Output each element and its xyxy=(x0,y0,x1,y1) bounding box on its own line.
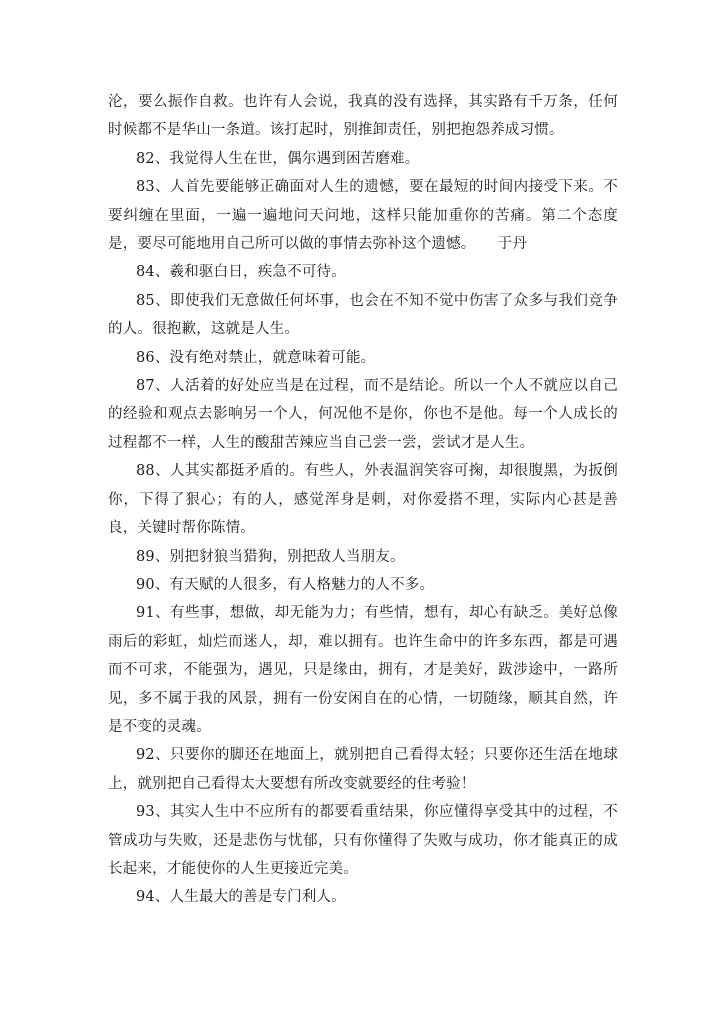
paragraph-83: 83、人首先要能够正确面对人生的遗憾，要在最短的时间内接受下来。不要纠缠在里面，一遍一遍地问天问地，这样只能加重你的苦痛。第二个态度是，要尽可能地用自己所可以做的事情去弥补这个遗憾。 于丹 xyxy=(108,179,618,253)
paragraph-85: 85、即使我们无意做任何坏事，也会在不知不觉中伤害了众多与我们竞争的人。很抱歉，这就是人生。 xyxy=(108,292,618,338)
paragraph-82: 82、我觉得人生在世，偶尔遇到困苦磨难。 xyxy=(136,150,420,167)
paragraph-91: 91、有些事，想做，却无能为力；有些情，想有，却心有缺乏。美好总像雨后的彩虹，灿烂而迷人，却，难以拥有。也许生命中的许多东西，都是可遇而不可求，不能强为，遇见，只是缘由，拥有，才是美好，跋涉途中，一路所见，多不属于我的风景，拥有一份安闲自在的心情，一切随缘，顺其自然，许是不变的灵魂。 xyxy=(108,605,618,735)
paragraph-90: 90、有天赋的人很多，有人格魅力的人不多。 xyxy=(136,576,435,593)
paragraph-94: 94、人生最大的善是专门利人。 xyxy=(136,889,346,906)
paragraph-89: 89、别把豺狼当猎狗，别把敌人当朋友。 xyxy=(136,548,405,565)
paragraph-93: 93、其实人生中不应所有的都要看重结果，你应懂得享受其中的过程，不管成功与失败，还是悲伤与忧郁，只有你懂得了失败与成功，你才能真正的成长起来，才能使你的人生更接近完美。 xyxy=(108,804,618,877)
paragraph-84: 84、羲和驱白日，疾急不可待。 xyxy=(136,264,346,281)
paragraph-88: 88、人其实都挺矛盾的。有些人，外表温润笑容可掬，却很腹黑，为扳倒你，下得了狠心；有的人，感觉浑身是刺，对你爱搭不理，实际内心甚是善良，关键时帮你陈情。 xyxy=(108,463,618,537)
paragraph-87: 87、人活着的好处应当是在过程，而不是结论。所以一个人不就应以自己的经验和观点去影响另一个人，何况他不是你，你也不是他。每一个人成长的过程都不一样，人生的酸甜苦辣应当自己尝一尝，尝试才是人生。 xyxy=(108,378,618,451)
paragraph-continuation: 沦，要么振作自救。也许有人会说，我真的没有选择，其实路有千万条，任何时候都不是华山一条道。该打起时，别推卸责任，别把抱怨养成习惯。 xyxy=(108,94,618,139)
paragraph-86: 86、没有绝对禁止，就意味着可能。 xyxy=(136,349,376,366)
paragraph-92: 92、只要你的脚还在地面上，就别把自己看得太轻；只要你还生活在地球上，就别把自己看得太大要想有所改变就要经的住考验！ xyxy=(108,747,618,792)
document-body xyxy=(108,88,618,912)
